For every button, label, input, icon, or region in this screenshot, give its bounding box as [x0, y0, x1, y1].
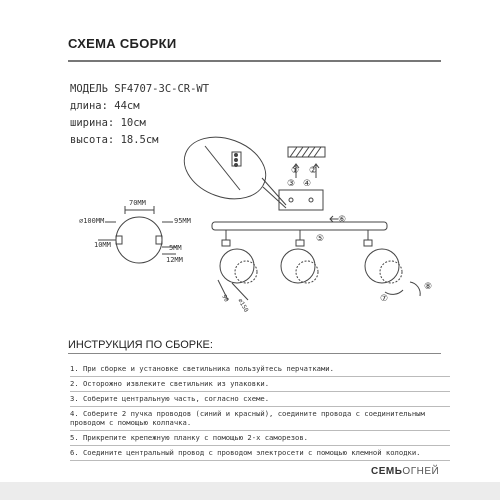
brand-part-1: СЕМЬ [371, 466, 403, 477]
callout-5: ⑤ [316, 234, 325, 244]
callout-3: ③ [287, 179, 296, 189]
callout-4: ④ [303, 179, 312, 189]
canopy-side-view [116, 217, 162, 263]
fixture-bar [212, 222, 387, 230]
instruction-step-4: 4. Соберите 2 пучка проводов (синий и красный), соедините провода с соединительным проводом с помощью колпачка. [70, 407, 450, 431]
lamp-shade-2 [281, 249, 315, 283]
callout-7: ⑦ [380, 294, 389, 304]
footer-band [0, 482, 500, 500]
spec-height: высота: 18.5см [70, 134, 159, 146]
spec-width: ширина: 10см [70, 117, 146, 129]
dim-width-5: 5ММ [169, 244, 182, 252]
lamp-shade-3 [365, 249, 399, 283]
spec-length: длина: 44см [70, 100, 140, 112]
brand-logo [371, 466, 439, 477]
callout-1: ① [291, 166, 300, 176]
dim-lamp-length: 90 [220, 293, 230, 304]
callout-2: ② [309, 166, 318, 176]
dim-width-12: 12ММ [166, 256, 183, 264]
lamp-shade-1 [220, 249, 254, 283]
callout-6: ⑥ [338, 215, 347, 225]
magnified-detail [176, 126, 275, 209]
dim-diameter-100: ⌀100ММ [79, 217, 105, 225]
instructions-divider [68, 353, 441, 354]
page-title: СХЕМА СБОРКИ [68, 36, 177, 51]
dim-width-10: 10ММ [94, 241, 111, 249]
dim-width-70: 70ММ [129, 199, 146, 207]
instruction-step-5: 5. Прикрепите крепежную планку с помощью 2-х саморезов. [70, 431, 450, 446]
instructions-title: ИНСТРУКЦИЯ ПО СБОРКЕ: [68, 339, 213, 351]
dim-lamp-diameter: ⌀150 [236, 297, 250, 314]
instruction-steps [70, 362, 450, 461]
dim-radius-95: 95ММ [174, 217, 191, 225]
callout-8: ⑧ [424, 282, 433, 292]
instruction-step-3: 3. Соберите центральную часть, согласно схеме. [70, 392, 450, 407]
instruction-step-6: 6. Соедините центральный провод с проводом электросети с помощью клемной колодки. [70, 446, 450, 461]
brand-part-2: ОГНЕЙ [402, 466, 440, 477]
instruction-step-1: 1. При сборке и установке светильника пользуйтесь перчатками. [70, 362, 450, 377]
instruction-step-2: 2. Осторожно извлеките светильник из упаковки. [70, 377, 450, 392]
spec-model: МОДЕЛЬ SF4707-3С-CR-WT [70, 83, 210, 95]
